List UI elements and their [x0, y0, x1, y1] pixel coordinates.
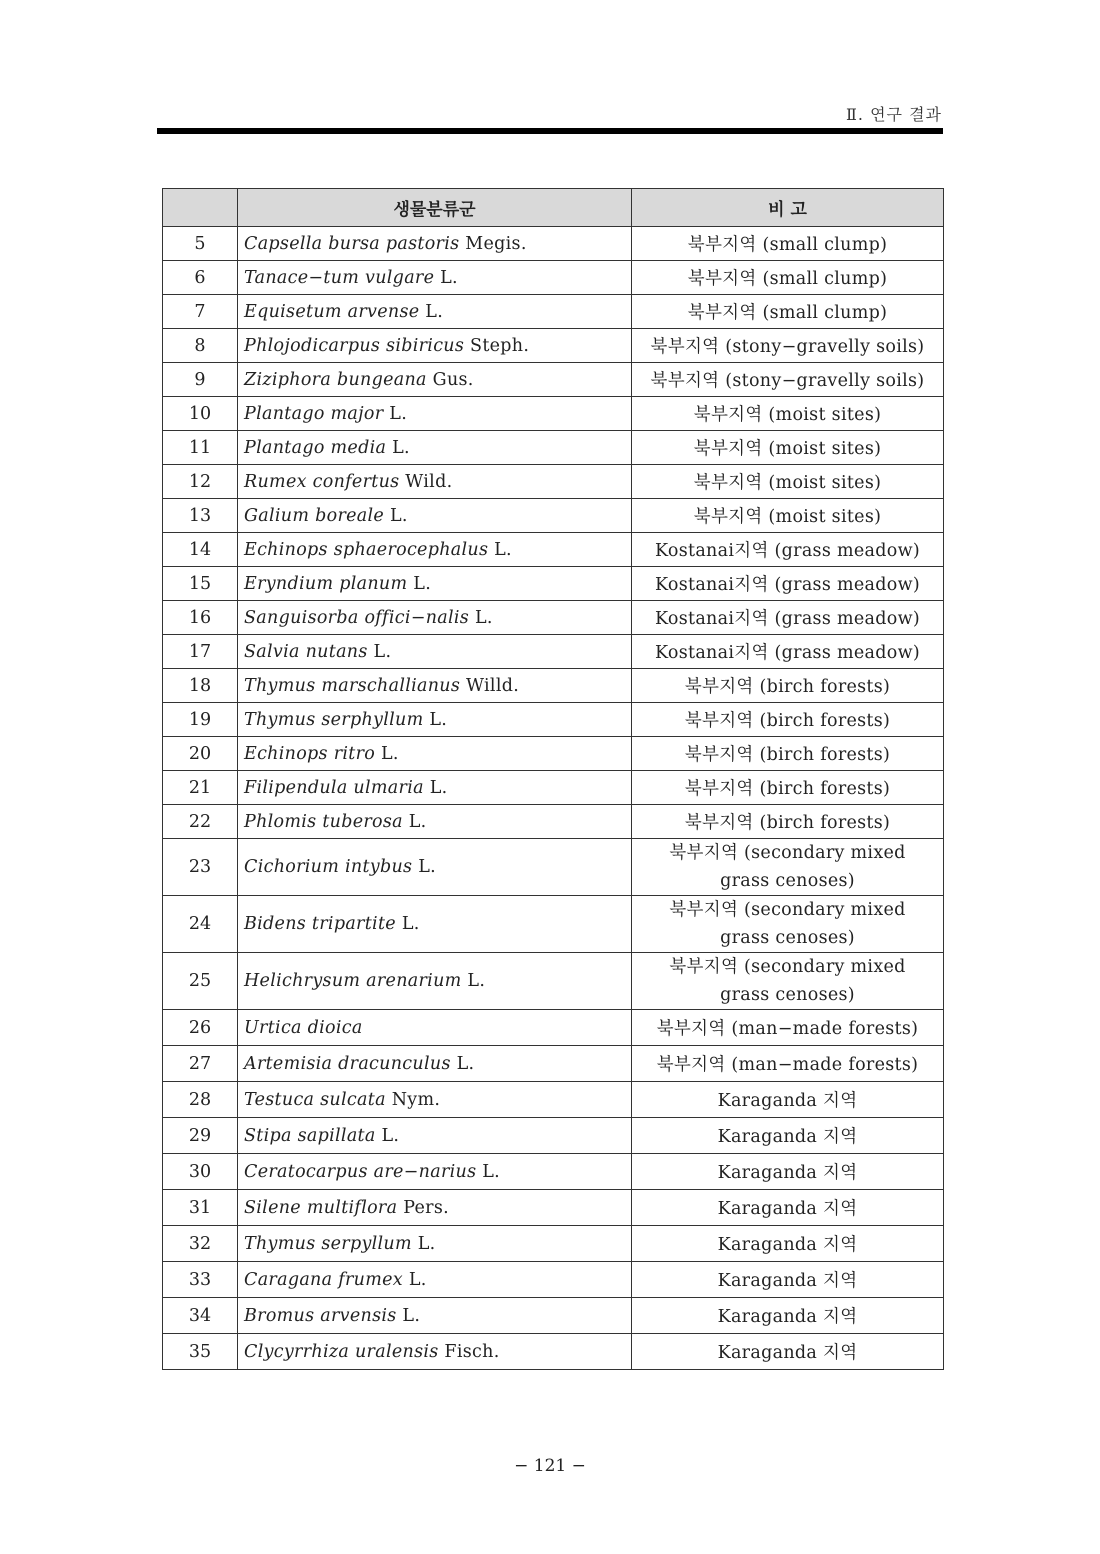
scientific-name: Urtica dioica	[244, 1017, 363, 1038]
remarks: Karaganda 지역	[632, 1118, 944, 1154]
taxon-authority: L.	[389, 403, 408, 424]
table-row	[163, 953, 944, 1010]
row-number: 7	[163, 295, 238, 329]
scientific-name: Salvia nutans	[244, 641, 368, 662]
taxon-name	[238, 1262, 632, 1298]
taxon-authority: L.	[401, 914, 420, 934]
row-number: 8	[163, 329, 238, 363]
taxon-name	[238, 227, 632, 261]
table-row	[163, 1082, 944, 1118]
scientific-name: Rumex confertus	[244, 471, 400, 492]
taxon-name	[238, 261, 632, 295]
taxon-name	[238, 601, 632, 635]
table-row	[163, 533, 944, 567]
table-row	[163, 227, 944, 261]
taxon-name	[238, 1010, 632, 1046]
row-number: 27	[163, 1046, 238, 1082]
scientific-name: Bromus arvensis	[244, 1305, 397, 1326]
row-number: 9	[163, 363, 238, 397]
taxon-name	[238, 635, 632, 669]
column-header-remarks: 비 고	[632, 189, 944, 227]
taxon-name	[238, 567, 632, 601]
remarks: 북부지역 (birch forests)	[632, 771, 944, 805]
remarks: Karaganda 지역	[632, 1334, 944, 1370]
row-number: 15	[163, 567, 238, 601]
table-row	[163, 703, 944, 737]
remarks: 북부지역 (birch forests)	[632, 805, 944, 839]
row-number: 24	[163, 896, 238, 953]
scientific-name: Phlojodicarpus sibiricus	[244, 335, 465, 356]
taxon-authority: L.	[440, 267, 458, 288]
row-number: 34	[163, 1298, 238, 1334]
taxon-name	[238, 953, 632, 1010]
remarks: Karaganda 지역	[632, 1190, 944, 1226]
taxon-name	[238, 1118, 632, 1154]
table-row	[163, 839, 944, 896]
row-number: 29	[163, 1118, 238, 1154]
taxon-authority: Willd.	[466, 675, 520, 696]
scientific-name: Filipendula ulmaria	[244, 777, 424, 798]
taxon-authority: L.	[467, 971, 486, 991]
scientific-name: Silene multiflora	[244, 1197, 398, 1218]
taxon-authority: Fisch.	[444, 1341, 500, 1362]
scientific-name: Equisetum arvense	[244, 301, 420, 322]
taxon-authority: Wild.	[405, 471, 453, 492]
remarks: 북부지역 (small clump)	[632, 227, 944, 261]
scientific-name: Ziziphora bungeana	[244, 369, 427, 390]
table-row	[163, 1118, 944, 1154]
remarks: Kostanai지역 (grass meadow)	[632, 635, 944, 669]
row-number: 16	[163, 601, 238, 635]
row-number: 22	[163, 805, 238, 839]
taxon-authority: Nym.	[391, 1089, 441, 1110]
row-number: 12	[163, 465, 238, 499]
taxon-name	[238, 737, 632, 771]
row-number: 23	[163, 839, 238, 896]
remarks: 북부지역 (stony−gravelly soils)	[632, 329, 944, 363]
remarks: Karaganda 지역	[632, 1298, 944, 1334]
row-number: 17	[163, 635, 238, 669]
taxon-name	[238, 295, 632, 329]
header-rule	[157, 128, 943, 134]
taxon-authority: L.	[429, 777, 448, 798]
row-number: 14	[163, 533, 238, 567]
taxon-authority: L.	[402, 1305, 421, 1326]
taxon-name	[238, 1190, 632, 1226]
table-row	[163, 261, 944, 295]
row-number: 10	[163, 397, 238, 431]
row-number: 13	[163, 499, 238, 533]
taxon-authority: L.	[417, 1233, 436, 1254]
taxon-authority: L.	[380, 743, 399, 764]
remarks: 북부지역 (moist sites)	[632, 465, 944, 499]
taxon-name	[238, 465, 632, 499]
running-header: Ⅱ. 연구 결과	[846, 105, 942, 124]
taxon-name	[238, 431, 632, 465]
taxon-authority: Megis.	[465, 233, 527, 254]
species-table-body	[163, 227, 944, 1370]
row-number: 19	[163, 703, 238, 737]
scientific-name: Clycyrrhiza uralensis	[244, 1341, 439, 1362]
scientific-name: Capsella bursa pastoris	[244, 233, 460, 254]
remarks: Kostanai지역 (grass meadow)	[632, 601, 944, 635]
taxon-name	[238, 805, 632, 839]
table-row	[163, 771, 944, 805]
table-row	[163, 465, 944, 499]
table-row	[163, 737, 944, 771]
row-number: 28	[163, 1082, 238, 1118]
table-row	[163, 363, 944, 397]
table-row	[163, 1190, 944, 1226]
taxon-authority: L.	[389, 505, 408, 526]
table-row	[163, 601, 944, 635]
taxon-authority: Gus.	[432, 369, 474, 390]
taxon-authority: L.	[429, 709, 448, 730]
row-number: 6	[163, 261, 238, 295]
taxon-name	[238, 839, 632, 896]
remarks: 북부지역 (secondary mixed grass cenoses)	[632, 896, 944, 953]
scientific-name: Tanace−tum vulgare	[244, 267, 435, 288]
taxon-name	[238, 1046, 632, 1082]
row-number: 21	[163, 771, 238, 805]
table-row	[163, 329, 944, 363]
taxon-name	[238, 329, 632, 363]
taxon-name	[238, 1298, 632, 1334]
row-number: 18	[163, 669, 238, 703]
scientific-name: Testuca sulcata	[244, 1089, 386, 1110]
table-row	[163, 1298, 944, 1334]
remarks: 북부지역 (moist sites)	[632, 431, 944, 465]
taxon-authority: L.	[413, 573, 432, 594]
remarks: Kostanai지역 (grass meadow)	[632, 567, 944, 601]
species-table	[162, 188, 944, 1370]
table-row	[163, 1046, 944, 1082]
scientific-name: Stipa sapillata	[244, 1125, 376, 1146]
taxon-name	[238, 1226, 632, 1262]
remarks: 북부지역 (small clump)	[632, 261, 944, 295]
taxon-authority: L.	[373, 641, 392, 662]
table-row	[163, 896, 944, 953]
table-row	[163, 669, 944, 703]
taxon-authority: L.	[494, 539, 512, 560]
remarks: 북부지역 (man−made forests)	[632, 1046, 944, 1082]
taxon-name	[238, 397, 632, 431]
scientific-name: Galium boreale	[244, 505, 385, 526]
remarks: 북부지역 (secondary mixed grass cenoses)	[632, 953, 944, 1010]
remarks: Karaganda 지역	[632, 1154, 944, 1190]
scientific-name: Thymus marschallianus	[244, 675, 461, 696]
table-row	[163, 1226, 944, 1262]
table-row	[163, 567, 944, 601]
scientific-name: Artemisia dracunculus	[244, 1053, 451, 1074]
scientific-name: Phlomis tuberosa	[244, 811, 403, 832]
taxon-authority: L.	[482, 1161, 501, 1182]
row-number: 20	[163, 737, 238, 771]
row-number: 26	[163, 1010, 238, 1046]
remarks: 북부지역 (birch forests)	[632, 703, 944, 737]
remarks: Karaganda 지역	[632, 1262, 944, 1298]
taxon-name	[238, 533, 632, 567]
page-number: − 121 −	[514, 1456, 586, 1476]
scientific-name: Eryndium planum	[244, 573, 408, 594]
scientific-name: Echinops ritro	[244, 743, 376, 764]
taxon-name	[238, 896, 632, 953]
taxon-name	[238, 1334, 632, 1370]
table-row	[163, 431, 944, 465]
scientific-name: Plantago media	[244, 437, 387, 458]
taxon-name	[238, 363, 632, 397]
table-row	[163, 499, 944, 533]
scientific-name: Sanguisorba offici−nalis	[244, 607, 470, 628]
taxon-name	[238, 1082, 632, 1118]
scientific-name: Helichrysum arenarium	[244, 971, 462, 991]
scientific-name: Caragana frumex	[244, 1269, 403, 1290]
taxon-authority: Pers.	[403, 1197, 449, 1218]
taxon-authority: L.	[392, 437, 410, 458]
scientific-name: Bidens tripartite	[244, 914, 396, 934]
row-number: 5	[163, 227, 238, 261]
taxon-name	[238, 703, 632, 737]
remarks: Kostanai지역 (grass meadow)	[632, 533, 944, 567]
taxon-authority: L.	[425, 301, 444, 322]
taxon-name	[238, 669, 632, 703]
table-row	[163, 805, 944, 839]
table-row	[163, 295, 944, 329]
table-row	[163, 397, 944, 431]
taxon-authority: L.	[408, 1269, 427, 1290]
remarks: 북부지역 (moist sites)	[632, 499, 944, 533]
taxon-name	[238, 771, 632, 805]
column-header-taxon: 생물분류군	[238, 189, 632, 227]
table-row	[163, 635, 944, 669]
remarks: 북부지역 (birch forests)	[632, 737, 944, 771]
row-number: 33	[163, 1262, 238, 1298]
taxon-authority: L.	[381, 1125, 400, 1146]
remarks: Karaganda 지역	[632, 1226, 944, 1262]
remarks: 북부지역 (stony−gravelly soils)	[632, 363, 944, 397]
row-number: 25	[163, 953, 238, 1010]
taxon-authority: L.	[456, 1053, 475, 1074]
remarks: 북부지역 (birch forests)	[632, 669, 944, 703]
scientific-name: Cichorium intybus	[244, 857, 413, 877]
taxon-authority: L.	[408, 811, 427, 832]
row-number: 32	[163, 1226, 238, 1262]
remarks: 북부지역 (man−made forests)	[632, 1010, 944, 1046]
remarks: 북부지역 (secondary mixed grass cenoses)	[632, 839, 944, 896]
table-row	[163, 1334, 944, 1370]
taxon-authority: L.	[474, 607, 493, 628]
row-number: 35	[163, 1334, 238, 1370]
scientific-name: Plantago major	[244, 403, 384, 424]
row-number: 11	[163, 431, 238, 465]
taxon-authority: L.	[418, 857, 436, 877]
row-number: 31	[163, 1190, 238, 1226]
scientific-name: Thymus serpyllum	[244, 1233, 412, 1254]
taxon-name	[238, 499, 632, 533]
taxon-authority: Steph.	[470, 335, 530, 356]
taxon-name	[238, 1154, 632, 1190]
scientific-name: Ceratocarpus are−narius	[244, 1161, 477, 1182]
table-header-row	[163, 189, 944, 227]
remarks: 북부지역 (moist sites)	[632, 397, 944, 431]
row-number: 30	[163, 1154, 238, 1190]
scientific-name: Thymus serphyllum	[244, 709, 424, 730]
remarks: 북부지역 (small clump)	[632, 295, 944, 329]
table-row	[163, 1154, 944, 1190]
scientific-name: Echinops sphaerocephalus	[244, 539, 489, 560]
remarks: Karaganda 지역	[632, 1082, 944, 1118]
table-row	[163, 1262, 944, 1298]
table-row	[163, 1010, 944, 1046]
column-header-no	[163, 189, 238, 227]
